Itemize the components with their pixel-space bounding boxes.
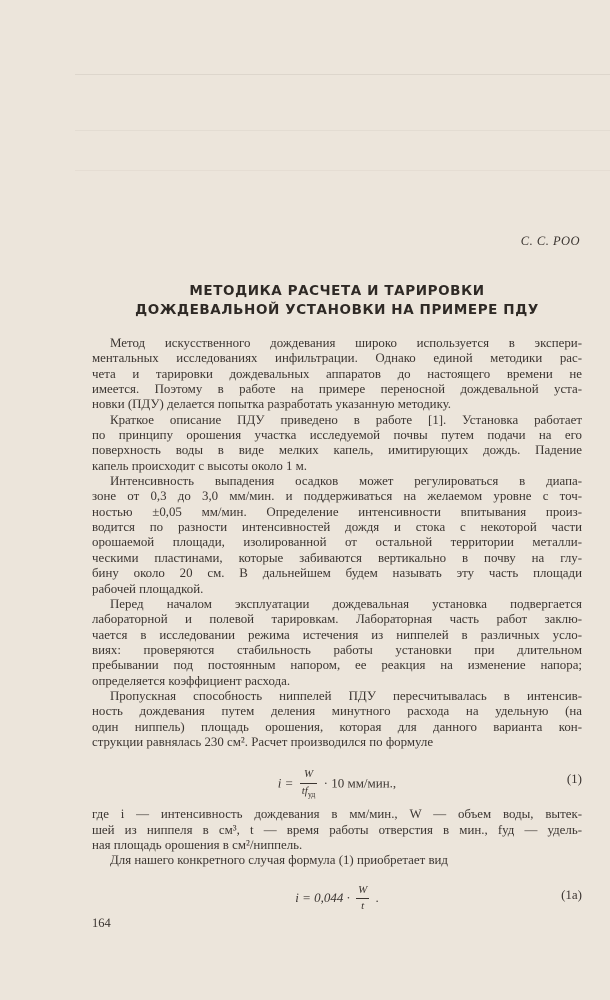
denominator-subscript: уд [307,789,316,799]
text-line: рабочей площадкой. [92,581,204,596]
paragraphs-after-formula [92,807,582,868]
text-line: Перед началом эксплуатации дождевальная установка подвергается [110,596,582,611]
text-line: струкции равнялась 230 см². Расчет производился по формуле [92,734,434,749]
text-line: ность дождевания путем деления минутного расхода на удельную (на [92,704,582,719]
formula-fraction [300,767,318,802]
text-line: по принципу орошения участка исследуемой почвы путем подачи на его [92,428,582,443]
text-line: водится по разности интенсивностей дождя и стока с некоторой части [92,520,582,535]
text-line: один ниппель) площадь орошения, которая для данного варианта кон- [92,719,582,734]
formula-fraction [356,883,369,915]
text-line: капель происходит с высоты около 1 м. [92,458,308,473]
denominator: t [361,900,365,912]
text-line: ностью ±0,05 мм/мин. Определение интенсивности впитывания произ- [92,504,582,519]
text-line: поверхность воды в виде мелких капель, имитирующих дождь. Падение [92,443,582,458]
bleed-through-rule [75,130,610,131]
article-body [92,336,582,915]
formula-lhs: i = [277,775,294,791]
formula-1 [92,759,582,799]
denominator-main: tf [301,784,308,797]
text-line: новки (ПДУ) делается попытка разработать указанную методику. [92,397,452,412]
formula-1a [92,875,582,915]
paragraph [92,807,582,853]
numerator: W [356,883,369,899]
text-line: определяется коэффициент расхода. [92,673,291,688]
numerator: W [300,767,318,783]
text-line: Краткое описание ПДУ приведено в работе [1]. Установка работает [110,412,582,427]
formula-lhs: i = 0,044 · [295,889,350,905]
text-line: ческими пластинами, которые забиваются вертикально в почву на глу- [92,550,582,565]
denominator [300,784,318,803]
title-line: МЕТОДИКА РАСЧЕТА И ТАРИРОВКИ [189,283,485,299]
title-line: ДОЖДЕВАЛЬНОЙ УСТАНОВКИ НА ПРИМЕРЕ ПДУ [135,302,539,318]
text-line: ментальных исследованиях инфильтрации. Однако единой методики рас- [92,351,582,366]
text-line: Пропускная способность ниппелей ПДУ пересчитывалась в интенсив- [110,688,582,703]
text-line: Интенсивность выпадения осадков может регулироваться в диапа- [110,474,582,489]
paragraph [92,689,582,750]
page-number: 164 [92,916,111,930]
text-line: зоне от 0,3 до 3,0 мм/мин. и поддерживаться на желаемом уровне с точ- [92,489,582,504]
text-line: лабораторной и полевой тарировкам. Лабораторная часть работ заклю- [92,612,582,627]
bleed-through-rule [75,74,610,75]
text-line: бину около 20 см. В дальнейшем будем называть эту часть площади [92,566,582,581]
formula-rhs: · 10 мм/мин., [323,775,397,791]
text-line: чета и тарировки дождевальных аппаратов до настоящего времени не [92,366,582,381]
text-line: виях: проверяются стабильность работы установки при длительном [92,642,582,657]
formula-number: (1a) [561,886,582,902]
bleed-through-rule [75,170,610,171]
formula-rhs: . [375,889,379,905]
text-line: ная площадь орошения в см²/ниппель. [92,837,303,852]
paragraph [92,413,582,474]
text-line: чается в исследовании режима истечения из ниппелей в различных усло- [92,627,582,642]
text-line: орошаемой площади, изолированной от остальной территории металли- [92,535,582,550]
text-line: пребывании под постоянным напором, ее реакция на изменение напора; [92,658,582,673]
text-line: Метод искусственного дождевания широко используется в экспери- [110,336,582,350]
text-line: имеется. Поэтому в работе на примере переносной дождевальной уста- [92,382,582,397]
author: С. С. РОО [520,234,580,248]
article-title [92,282,582,320]
paragraphs-before-formula [92,336,582,750]
text-line: где i — интенсивность дождевания в мм/мин., W — объем воды, вытек- [92,807,582,822]
text-line: Для нашего конкретного случая формула (1) приобретает вид [110,853,448,868]
formula-number: (1) [566,771,582,787]
paragraph [92,474,582,597]
paragraph [92,853,582,868]
text-line: шей из ниппеля в см³, t — время работы отверстия в мин., fуд — удель- [92,822,582,837]
paragraph [92,597,582,689]
paragraph [92,336,582,413]
